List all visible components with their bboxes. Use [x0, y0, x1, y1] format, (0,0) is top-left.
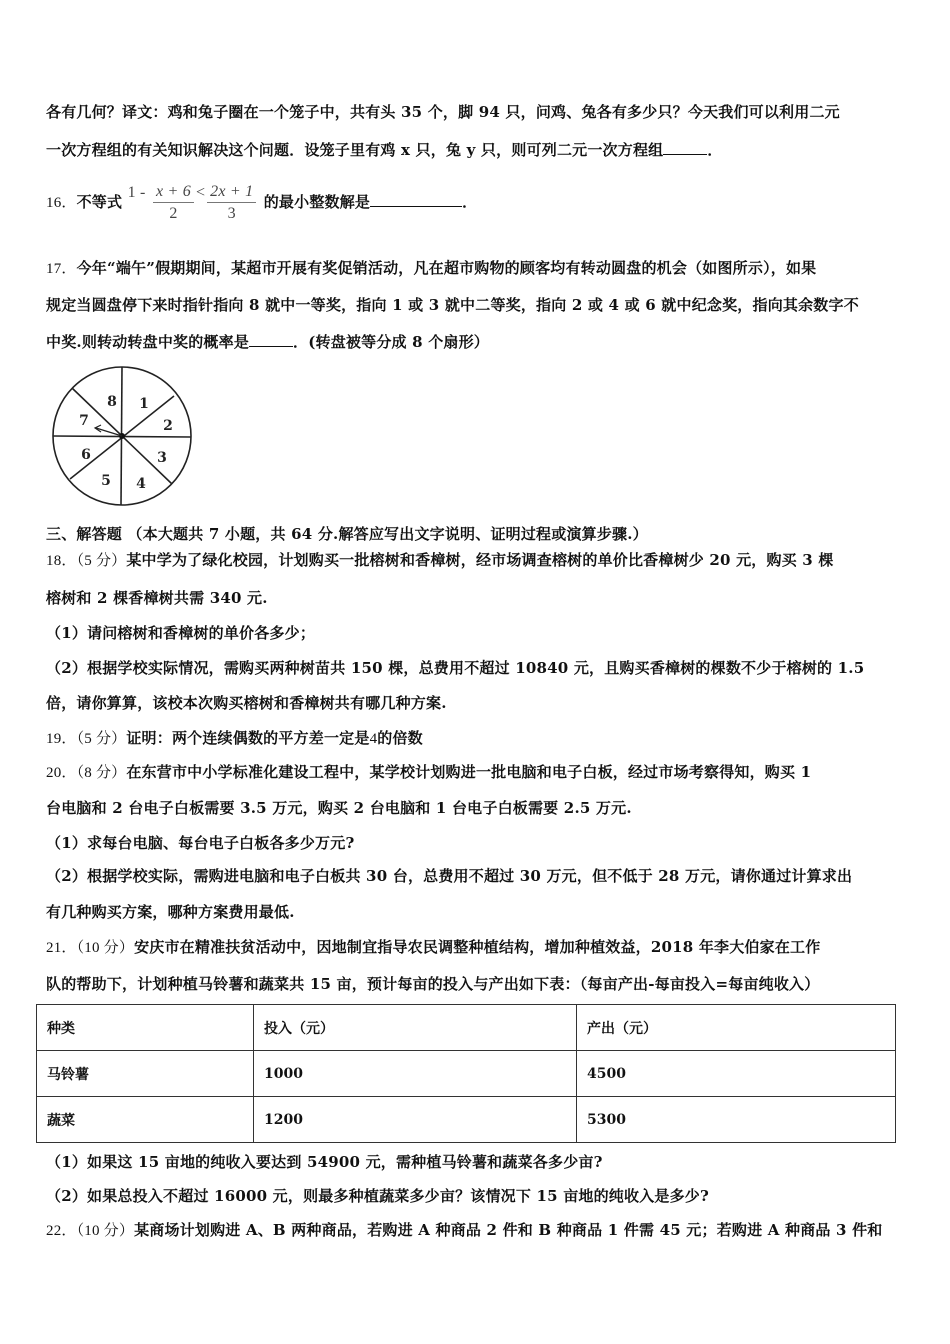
q18-text1: 某中学为了绿化校园，计划购买一批榕树和香樟树，经市场调查榕树的单价比香樟树少 20 元，购买 3 棵 — [126, 551, 834, 569]
q16-prefix: 不等式 — [76, 193, 123, 211]
q19-text: 证明：两个连续偶数的平方差一定是 — [126, 729, 370, 747]
sector-5: 5 — [101, 473, 111, 489]
q18-number: 18．（5 分） — [46, 553, 127, 569]
q16-fraction-1 — [153, 182, 194, 225]
q22-text1: 某商场计划购进 A、B 两种商品，若购进 A 种商品 2 件和 B 种商品 1 件需 45 元；若购进 A 种商品 3 件和 — [134, 1221, 883, 1239]
table-cell: 1000 — [254, 1051, 577, 1097]
frac2-numerator: 2x + 1 — [207, 182, 256, 203]
table-header-row — [37, 1005, 896, 1051]
sector-1: 1 — [139, 396, 149, 412]
q18-line2: 榕树和 2 棵香樟树共需 340 元. — [46, 589, 268, 607]
q16-number: 16． — [46, 195, 77, 211]
q17-number: 17． — [46, 261, 77, 277]
q19 — [46, 728, 423, 749]
frac1-denominator: 2 — [169, 204, 178, 222]
q16-suffix: 的最小整数解是 — [263, 193, 371, 211]
sector-7: 7 — [79, 413, 89, 429]
q20-part2-line1: （2）根据学校实际，需购进电脑和电子白板共 30 台，总费用不超过 30 万元，但不低于 28 万元，请你通过计算求出 — [46, 867, 853, 885]
q18-line1 — [46, 550, 834, 571]
q20-text1: 在东营市中小学标准化建设工程中，某学校计划购进一批电脑和电子白板，经过市场考察得知，购买 1 — [126, 763, 812, 781]
q15-line2 — [46, 140, 723, 160]
sector-4: 4 — [136, 476, 146, 492]
q20-line1 — [46, 762, 811, 783]
q20-line2: 台电脑和 2 台电子白板需要 3.5 万元，购买 2 台电脑和 1 台电子白板需要 2.5 万元. — [46, 799, 632, 817]
table-cell: 1200 — [254, 1097, 577, 1143]
q17-line1 — [46, 258, 816, 279]
q21-part2: （2）如果总投入不超过 16000 元，则最多种植蔬菜多少亩？该情况下 15 亩地的纯收入是多少? — [46, 1187, 709, 1205]
q21-line1 — [46, 937, 820, 958]
q21-number: 21．（10 分） — [46, 940, 135, 956]
q19-text-end: 的倍数 — [377, 729, 423, 747]
q16 — [46, 172, 477, 225]
q22-line1 — [46, 1220, 882, 1241]
table-cell: 蔬菜 — [37, 1097, 254, 1143]
sector-2: 2 — [163, 418, 173, 434]
spinner-wheel-figure — [46, 364, 196, 509]
q18-part2-line1: （2）根据学校实际情况，需购买两种树苗共 150 棵，总费用不超过 10840 元，且购买香樟树的棵数不少于榕树的 1.5 — [46, 659, 865, 677]
section3-title: 三、解答题 （本大题共 7 小题，共 64 分.解答应写出文字说明、证明过程或演算步骤.） — [46, 525, 648, 543]
sector-3: 3 — [157, 450, 167, 466]
table-header-cell: 投入（元） — [254, 1005, 577, 1051]
q16-end: ． — [462, 193, 478, 211]
q20-number: 20．（8 分） — [46, 765, 127, 781]
table-row — [37, 1097, 896, 1143]
q15-end: ． — [707, 141, 723, 159]
q21-input-output-table — [36, 1004, 896, 1143]
q22-number: 22．（10 分） — [46, 1223, 135, 1239]
table-cell: 马铃薯 — [37, 1051, 254, 1097]
table-cell: 5300 — [577, 1097, 896, 1143]
q16-less-than: < — [195, 184, 206, 201]
q18-part1: （1）请问榕树和香樟树的单价各多少； — [46, 624, 316, 642]
q19-number: 19．（5 分） — [46, 731, 127, 747]
q17-line3 — [46, 332, 489, 352]
q16-math-lead: 1 - — [127, 184, 146, 201]
q20-part2-line2: 有几种购买方案，哪种方案费用最低. — [46, 903, 295, 921]
q16-answer-blank[interactable] — [370, 192, 462, 207]
q17-text3a: 中奖.则转动转盘中奖的概率是 — [46, 333, 250, 351]
table-header-cell: 种类 — [37, 1005, 254, 1051]
q21-part1: （1）如果这 15 亩地的纯收入要达到 54900 元，需种植马铃薯和蔬菜各多少亩? — [46, 1153, 603, 1171]
q20-part1: （1）求每台电脑、每台电子白板各多少万元? — [46, 834, 355, 852]
q17-text3b: ．(转盘被等分成 8 个扇形） — [293, 333, 490, 351]
frac2-denominator: 3 — [227, 204, 236, 222]
sector-6: 6 — [81, 447, 91, 463]
frac1-numerator: x + 6 — [153, 182, 194, 203]
q21-text1: 安庆市在精准扶贫活动中，因地制宜指导农民调整种植结构，增加种植效益，2018 年李大伯家在工作 — [134, 938, 821, 956]
q18-part2-line2: 倍，请你算算，该校本次购买榕树和香樟树共有哪几种方案. — [46, 694, 447, 712]
sector-8: 8 — [107, 394, 117, 410]
q19-num4: 4 — [369, 731, 378, 747]
q21-line2: 队的帮助下，计划种植马铃薯和蔬菜共 15 亩，预计每亩的投入与产出如下表：（每亩产出-每亩投入=每亩纯收入） — [46, 975, 820, 993]
table-cell: 4500 — [577, 1051, 896, 1097]
q15-line2-text: 一次方程组的有关知识解决这个问题．设笼子里有鸡 x 只，兔 y 只，则可列二元一次方程组 — [46, 141, 664, 159]
q16-fraction-2 — [207, 182, 256, 225]
table-row — [37, 1051, 896, 1097]
q15-answer-blank[interactable] — [663, 140, 707, 155]
q17-line2: 规定当圆盘停下来时指针指向 8 就中一等奖，指向 1 或 3 就中二等奖，指向 2 或 4 或 6 就中纪念奖，指向其余数字不 — [46, 296, 859, 314]
q15-line1: 各有几何？译文：鸡和兔子圈在一个笼子中，共有头 35 个，脚 94 只，问鸡、兔各有多少只？今天我们可以利用二元 — [46, 103, 840, 121]
table-header-cell: 产出（元） — [577, 1005, 896, 1051]
q17-text1: 今年“端午”假期期间，某超市开展有奖促销活动，凡在超市购物的顾客均有转动圆盘的机会（如图所示），如果 — [76, 259, 817, 277]
q17-answer-blank[interactable] — [249, 332, 293, 347]
